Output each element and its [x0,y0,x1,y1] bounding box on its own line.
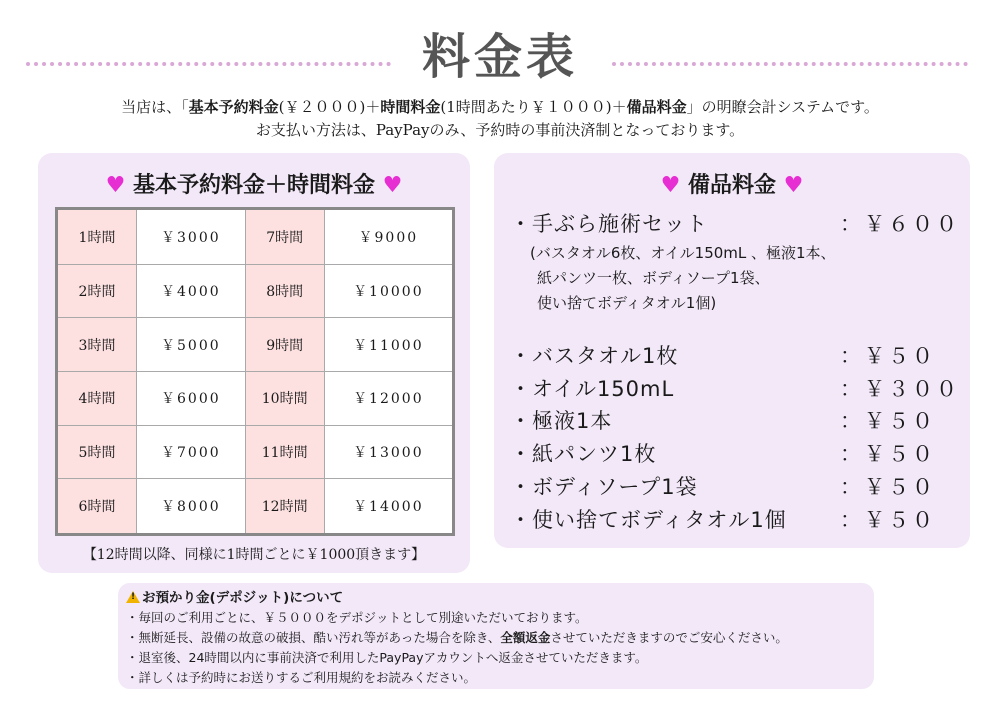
price-cell: ￥4000 [137,264,246,318]
price-cell: ￥5000 [137,318,246,372]
equipment-item-name: ・オイル150mL [510,377,675,401]
hour-cell: 11時間 [245,425,324,479]
set-price: ：￥６００ [840,212,960,236]
basic-time-fee-heading: ♥ 基本予約料金＋時間料金 ♥ [105,173,403,198]
equipment-item-price: ：￥５０ [840,344,936,368]
hour-cell: 6時間 [57,479,137,535]
heart-icon: ♥ [105,173,126,198]
deposit-heading: !お預かり金(デポジット)について [126,586,343,606]
price-cell: ￥11000 [324,318,453,372]
price-table [55,207,455,536]
price-cell: ￥8000 [137,479,246,535]
heart-icon: ♥ [783,173,804,198]
equipment-item-name: ・使い捨てボディタオル1個 [510,508,787,532]
deposit-line: ・毎回のご利用ごとに、￥５０００をデポジットとして別途いただいております。 [126,610,588,625]
intro-line-1: 当店は、「基本予約料金(￥２０００)＋時間料金(1時間あたり￥１０００)＋備品料金」の明瞭会計システムです。 [121,98,879,116]
deposit-line: ・無断延長、設備の故意の破損、酷い汚れ等があった場合を除き、全額返金させていただきますのでご安心ください。 [126,630,788,645]
price-cell: ￥6000 [137,371,246,425]
table-row [57,425,454,479]
equipment-item-price: ：￥５０ [840,442,936,466]
price-cell: ￥3000 [137,209,246,265]
deposit-line: ・詳しくは予約時にお送りするご利用規約をお読みください。 [126,670,477,685]
equipment-item-name: ・バスタオル1枚 [510,344,679,368]
after-12-hours-note: 【12時間以降、同様に1時間ごとに￥1000頂きます】 [82,547,426,563]
deposit-line: ・退室後、24時間以内に事前決済で利用したPayPayアカウントへ返金させていただきます。 [126,650,648,665]
hour-cell: 4時間 [57,371,137,425]
hour-cell: 12時間 [245,479,324,535]
hour-cell: 9時間 [245,318,324,372]
price-cell: ￥10000 [324,264,453,318]
table-row [57,318,454,372]
table-row [57,479,454,535]
price-cell: ￥9000 [324,209,453,265]
equipment-fee-heading: ♥ 備品料金 ♥ [660,173,804,198]
time-fee-label: 時間料金 [380,98,441,116]
table-row [57,209,454,265]
heart-icon: ♥ [382,173,403,198]
set-contents-line: (バスタオル6枚、オイル150mL 、極液1本、 [530,244,836,262]
equipment-item-name: ・ボディソープ1袋 [510,475,698,499]
hour-cell: 7時間 [245,209,324,265]
price-cell: ￥14000 [324,479,453,535]
page-title: 料金表 [421,29,578,85]
hour-cell: 8時間 [245,264,324,318]
full-refund-label: 全額返金 [500,630,551,645]
equip-fee-label: 備品料金 [626,98,687,116]
hour-cell: 10時間 [245,371,324,425]
basic-fee-label: 基本予約料金 [188,98,279,116]
intro-line-2: お支払い方法は、PayPayのみ、予約時の事前決済制となっております。 [255,121,745,139]
hour-cell: 1時間 [57,209,137,265]
heart-icon: ♥ [660,173,681,198]
hour-cell: 2時間 [57,264,137,318]
equipment-item-price: ：￥５０ [840,409,936,433]
set-contents-line: 紙パンツ一枚、ボディソープ1袋、 [537,269,770,287]
equipment-item-price: ：￥５０ [840,508,936,532]
price-cell: ￥7000 [137,425,246,479]
equipment-item-name: ・紙パンツ1枚 [510,442,657,466]
set-name: ・手ぶら施術セット [510,212,708,236]
set-contents-line: 使い捨てボディタオル1個) [537,294,717,312]
table-row [57,371,454,425]
warning-icon [126,591,140,603]
equipment-item-name: ・極液1本 [510,409,613,433]
table-row [57,264,454,318]
price-cell: ￥13000 [324,425,453,479]
price-cell: ￥12000 [324,371,453,425]
equipment-item-price: ：￥３００ [840,377,960,401]
equipment-item-price: ：￥５０ [840,475,936,499]
hour-cell: 3時間 [57,318,137,372]
hour-cell: 5時間 [57,425,137,479]
